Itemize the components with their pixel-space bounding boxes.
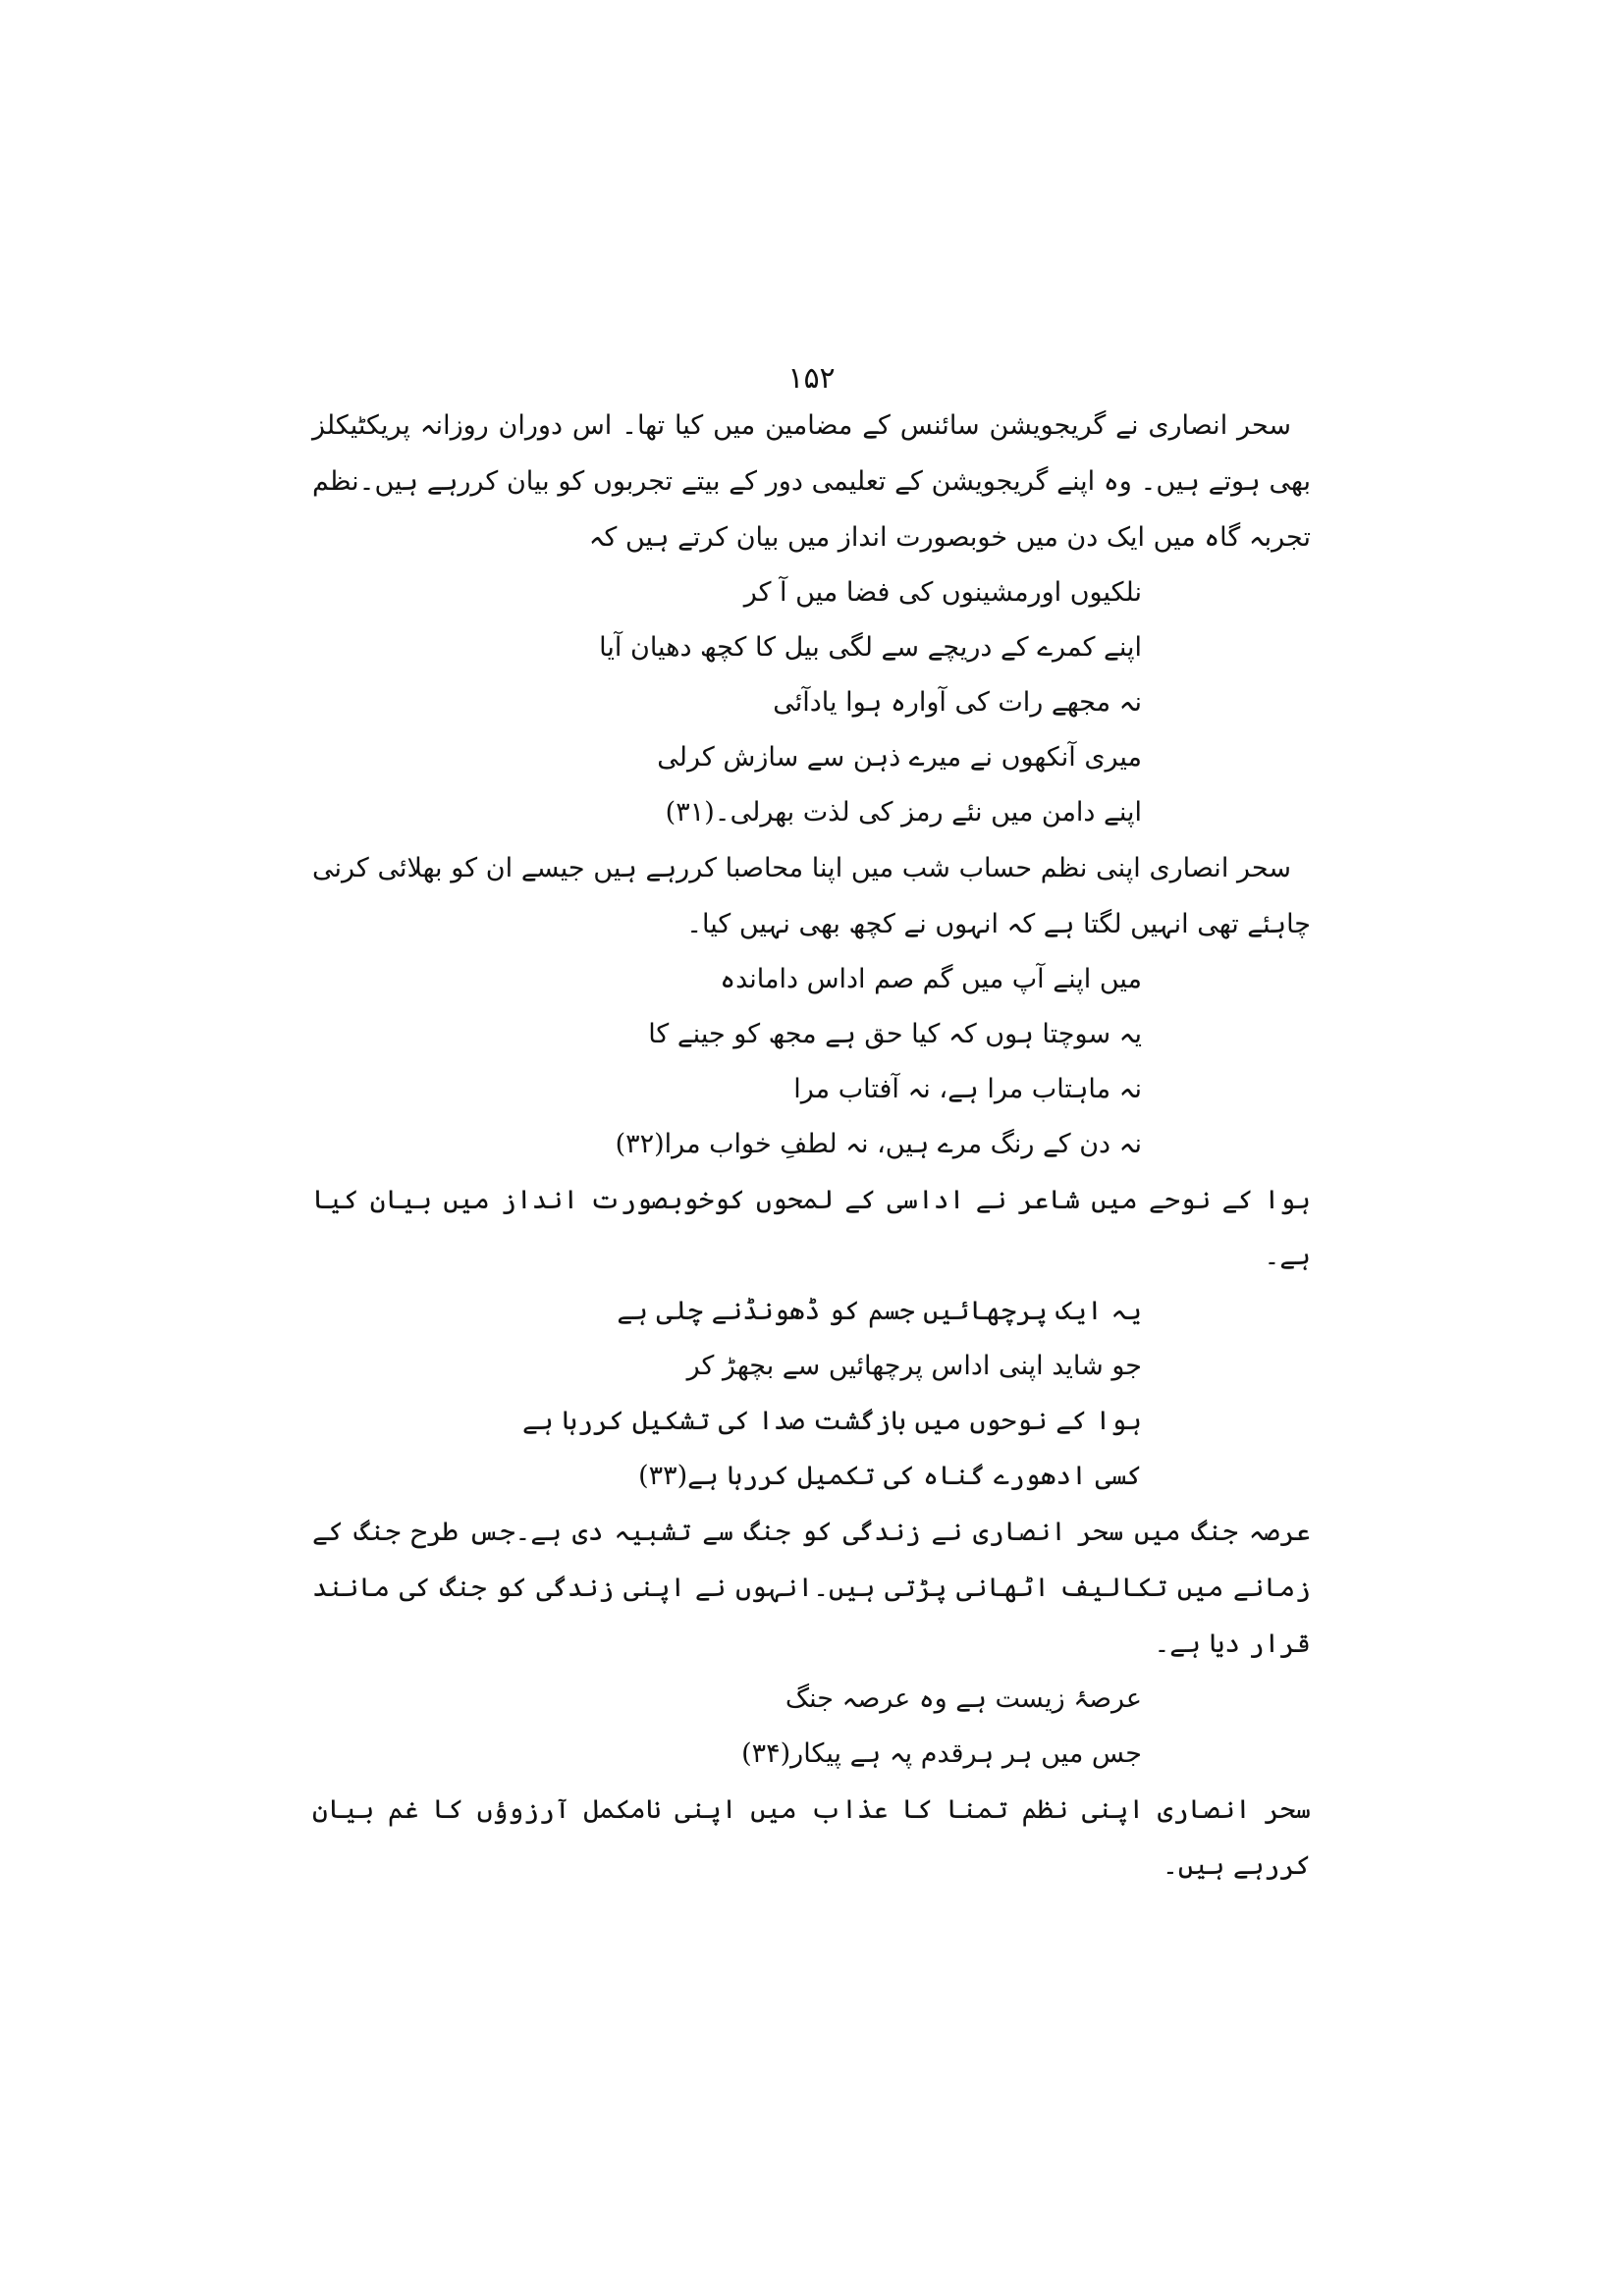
paragraph-intro: سحر انصاری نے گریجویشن سائنس کے مضامین میں کیا تھا۔ اس دوران روزانہ پریکٹیکلز بھی ہوتے ہیں۔ وہ اپنے گریجویشن کے تعلیمی دور کے بیتے تجربوں کو بیان کررہے ہیں۔نظم تجربہ گاہ میں ایک دن میں خوبصورت انداز میں بیان کرتے ہیں کہ (312, 410, 1311, 553)
verse-line: جس میں ہر ہرقدم پہ ہے پیکار(۳۴) (741, 1738, 1142, 1769)
verse-line: میری آنکھوں نے میرے ذہن سے سازش کرلی (657, 742, 1142, 773)
verse-line: یہ سوچتا ہوں کہ کیا حق ہے مجھ کو جینے کا (648, 1019, 1142, 1049)
verse-line: اپنے دامن میں نئے رمز کی لذت بھرلی۔(۳۱) (665, 797, 1142, 828)
verse-line: نلکیوں اورمشینوں کی فضا میں آ کر (743, 577, 1142, 608)
verse-block-laboratory (312, 565, 1311, 840)
paragraph-hisab-e-shab: سحر انصاری اپنی نظم حساب شب میں اپنا محاصبا کررہے ہیں جیسے ان کو بھلائی کرنی چاہئے تھی انہیں لگتا ہے کہ انہوں نے کچھ بھی نہیں کیا۔ (312, 853, 1311, 939)
verse-line: کسی ادھورے گناہ کی تکمیل کررہا ہے(۳۳) (638, 1461, 1142, 1491)
verse-block-hisab-e-shab (312, 952, 1311, 1172)
verse-line: نہ مجھے رات کی آوارہ ہوا یادآئی (773, 687, 1142, 718)
verse-line: عرصۂ زیست ہے وہ عرصہ جنگ (784, 1683, 1142, 1714)
paragraph-tamanna-ka-azaab: سحر انصاری اپنی نظم تمنا کا عذاب میں اپنی نامکمل آرزوؤں کا غم بیان کررہے ہیں۔ (312, 1794, 1311, 1881)
verse-line: ہوا کے نوحوں میں بازگشت صدا کی تشکیل کررہا ہے (522, 1406, 1142, 1436)
verse-line: جو شاید اپنی اداس پرچھائیں سے بچھڑ کر (686, 1351, 1142, 1381)
page-number: ۱۵۲ (787, 361, 836, 396)
verse-block-arsa-e-jang (312, 1672, 1311, 1782)
page-body (312, 398, 1311, 1894)
verse-block-hawa-ka-nauha (312, 1284, 1311, 1504)
paragraph-hawa-ka-nauha: ہوا کے نوحے میں شاعر نے اداسی کے لمحوں کوخوبصورت انداز میں بیان کیا ہے۔ (312, 1185, 1311, 1271)
verse-line: نہ ماہتاب مرا ہے، نہ آفتاب مرا (793, 1074, 1142, 1104)
paragraph-arsa-e-jang: عرصہ جنگ میں سحر انصاری نے زندگی کو جنگ سے تشبیہ دی ہے۔جس طرح جنگ کے زمانے میں تکالیف اٹھانی پڑتی ہیں۔انہوں نے اپنی زندگی کو جنگ کی مانند قرار دیا ہے۔ (312, 1517, 1311, 1659)
verse-line: نہ دن کے رنگ مرے ہیں، نہ لطفِ خواب مرا(۳۲) (615, 1129, 1142, 1159)
verse-line: یہ ایک پرچھائیں جسم کو ڈھونڈنے چلی ہے (617, 1296, 1142, 1326)
verse-line: اپنے کمرے کے دریچے سے لگی بیل کا کچھ دھیان آیا (599, 632, 1142, 663)
verse-line: میں اپنے آپ میں گم صم اداس داماندہ (720, 964, 1142, 994)
